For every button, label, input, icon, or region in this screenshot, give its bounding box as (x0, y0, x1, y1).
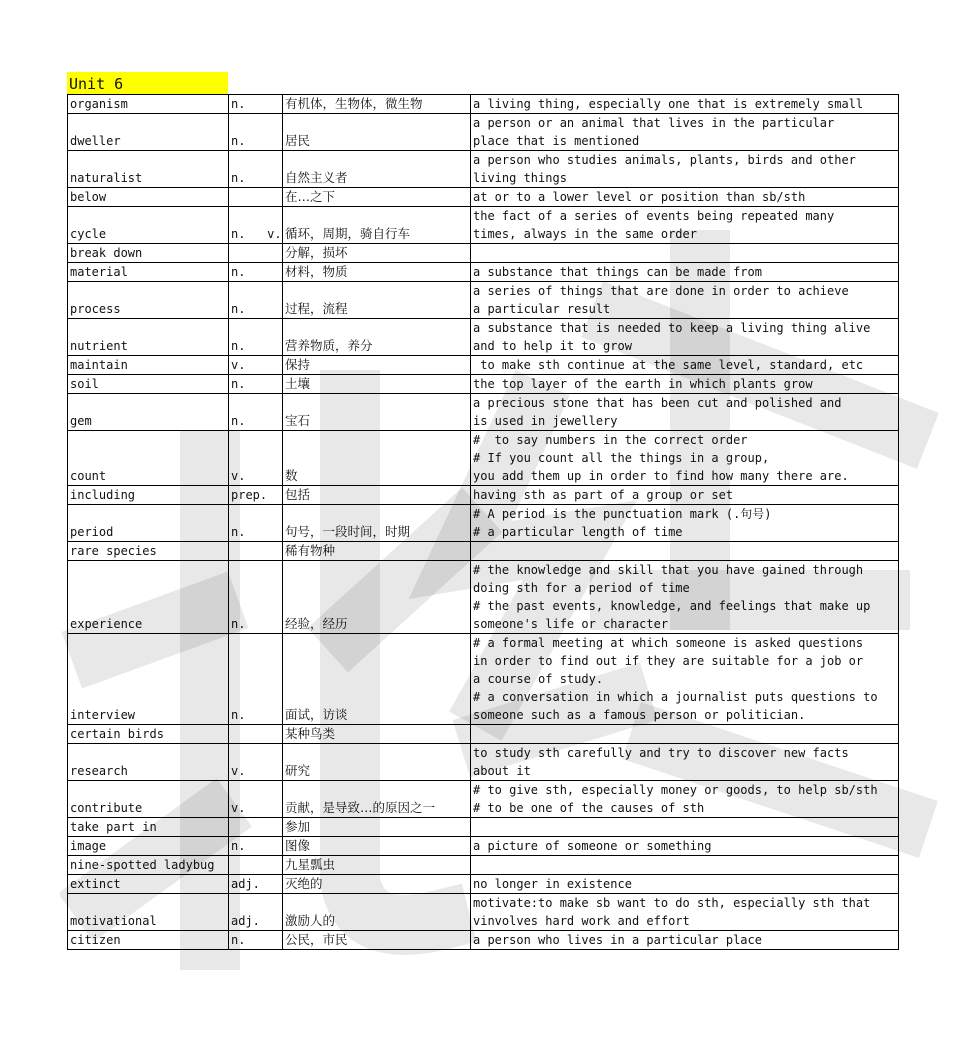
definition-cell: the fact of a series of events being repeated many times, always in the same order (471, 207, 899, 244)
word-cell: material (68, 263, 229, 282)
part-of-speech-cell (229, 542, 283, 561)
part-of-speech-cell: n. (229, 394, 283, 431)
word-cell: image (68, 837, 229, 856)
definition-cell (471, 542, 899, 561)
definition-cell: # to give sth, especially money or goods, to help sb/sth # to be one of the causes of sth (471, 781, 899, 818)
word-cell: naturalist (68, 151, 229, 188)
chinese-meaning-cell: 保持 (283, 356, 471, 375)
vocabulary-table-body (68, 95, 899, 950)
table-row (68, 781, 899, 818)
definition-cell: a person who lives in a particular place (471, 931, 899, 950)
table-row (68, 505, 899, 542)
table-row (68, 634, 899, 725)
table-row (68, 542, 899, 561)
word-cell: certain birds (68, 725, 229, 744)
definition-cell (471, 856, 899, 875)
part-of-speech-cell: v. (229, 431, 283, 486)
part-of-speech-cell: n. (229, 837, 283, 856)
part-of-speech-cell: v. (229, 744, 283, 781)
word-cell: count (68, 431, 229, 486)
definition-cell: the top layer of the earth in which plants grow (471, 375, 899, 394)
part-of-speech-cell: adj. (229, 875, 283, 894)
table-row (68, 394, 899, 431)
table-row (68, 875, 899, 894)
word-cell: including (68, 486, 229, 505)
word-cell: rare species (68, 542, 229, 561)
word-cell: process (68, 282, 229, 319)
word-cell: experience (68, 561, 229, 634)
definition-cell: # a formal meeting at which someone is asked questions in order to find out if they are suitable for a job or a course of study. # a conversation in which a journalist puts questions to someone such as a famous person or politician. (471, 634, 899, 725)
unit-title: Unit 6 (67, 72, 228, 94)
part-of-speech-cell: n. (229, 151, 283, 188)
definition-cell: a living thing, especially one that is extremely small (471, 95, 899, 114)
word-cell: nutrient (68, 319, 229, 356)
word-cell: period (68, 505, 229, 542)
chinese-meaning-cell: 稀有物种 (283, 542, 471, 561)
chinese-meaning-cell: 数 (283, 431, 471, 486)
part-of-speech-cell: n. (229, 319, 283, 356)
chinese-meaning-cell: 公民，市民 (283, 931, 471, 950)
definition-cell: a picture of someone or something (471, 837, 899, 856)
chinese-meaning-cell: 句号，一段时间，时期 (283, 505, 471, 542)
chinese-meaning-cell: 居民 (283, 114, 471, 151)
table-row (68, 725, 899, 744)
table-row (68, 856, 899, 875)
table-row (68, 431, 899, 486)
definition-cell: to study sth carefully and try to discover new facts about it (471, 744, 899, 781)
table-row (68, 95, 899, 114)
table-row (68, 375, 899, 394)
chinese-meaning-cell: 经验，经历 (283, 561, 471, 634)
word-cell: interview (68, 634, 229, 725)
part-of-speech-cell: n. v. (229, 207, 283, 244)
part-of-speech-cell: n. (229, 375, 283, 394)
part-of-speech-cell (229, 818, 283, 837)
definition-cell: to make sth continue at the same level, standard, etc (471, 356, 899, 375)
word-cell: gem (68, 394, 229, 431)
part-of-speech-cell: n. (229, 931, 283, 950)
word-cell: below (68, 188, 229, 207)
part-of-speech-cell (229, 725, 283, 744)
table-row (68, 356, 899, 375)
part-of-speech-cell: adj. (229, 894, 283, 931)
table-row (68, 151, 899, 188)
table-row (68, 207, 899, 244)
part-of-speech-cell (229, 856, 283, 875)
chinese-meaning-cell: 某种鸟类 (283, 725, 471, 744)
vocabulary-sheet (67, 72, 898, 950)
chinese-meaning-cell: 分解，损坏 (283, 244, 471, 263)
definition-cell: having sth as part of a group or set (471, 486, 899, 505)
chinese-meaning-cell: 图像 (283, 837, 471, 856)
chinese-meaning-cell: 面试，访谈 (283, 634, 471, 725)
part-of-speech-cell: n. (229, 114, 283, 151)
table-row (68, 837, 899, 856)
word-cell: dweller (68, 114, 229, 151)
chinese-meaning-cell: 研究 (283, 744, 471, 781)
definition-cell (471, 725, 899, 744)
part-of-speech-cell: n. (229, 95, 283, 114)
chinese-meaning-cell: 激励人的 (283, 894, 471, 931)
chinese-meaning-cell: 贡献，是导致…的原因之一 (283, 781, 471, 818)
definition-cell: at or to a lower level or position than sb/sth (471, 188, 899, 207)
definition-cell: a series of things that are done in order to achieve a particular result (471, 282, 899, 319)
part-of-speech-cell: prep. (229, 486, 283, 505)
word-cell: motivational (68, 894, 229, 931)
definition-cell: # the knowledge and skill that you have gained through doing sth for a period of time # the past events, knowledge, and feelings that make up someone's life or character (471, 561, 899, 634)
word-cell: citizen (68, 931, 229, 950)
chinese-meaning-cell: 在…之下 (283, 188, 471, 207)
word-cell: soil (68, 375, 229, 394)
word-cell: contribute (68, 781, 229, 818)
word-cell: maintain (68, 356, 229, 375)
chinese-meaning-cell: 有机体，生物体，微生物 (283, 95, 471, 114)
chinese-meaning-cell: 宝石 (283, 394, 471, 431)
definition-cell: a precious stone that has been cut and polished and is used in jewellery (471, 394, 899, 431)
word-cell: cycle (68, 207, 229, 244)
part-of-speech-cell: n. (229, 634, 283, 725)
word-cell: break down (68, 244, 229, 263)
table-row (68, 818, 899, 837)
table-row (68, 319, 899, 356)
chinese-meaning-cell: 过程，流程 (283, 282, 471, 319)
part-of-speech-cell: n. (229, 263, 283, 282)
table-row (68, 744, 899, 781)
table-row (68, 561, 899, 634)
part-of-speech-cell: n. (229, 282, 283, 319)
definition-cell: motivate:to make sb want to do sth, especially sth that vinvolves hard work and effort (471, 894, 899, 931)
table-row (68, 114, 899, 151)
definition-cell: # A period is the punctuation mark (.句号) # a particular length of time (471, 505, 899, 542)
definition-cell: a person or an animal that lives in the particular place that is mentioned (471, 114, 899, 151)
table-row (68, 894, 899, 931)
table-row (68, 244, 899, 263)
vocabulary-table (67, 94, 899, 950)
table-row (68, 282, 899, 319)
chinese-meaning-cell: 循环，周期，骑自行车 (283, 207, 471, 244)
chinese-meaning-cell: 参加 (283, 818, 471, 837)
word-cell: nine-spotted ladybug (68, 856, 229, 875)
word-cell: take part in (68, 818, 229, 837)
chinese-meaning-cell: 灭绝的 (283, 875, 471, 894)
chinese-meaning-cell: 土壤 (283, 375, 471, 394)
definition-cell: a substance that is needed to keep a living thing alive and to help it to grow (471, 319, 899, 356)
word-cell: extinct (68, 875, 229, 894)
definition-cell: a person who studies animals, plants, birds and other living things (471, 151, 899, 188)
part-of-speech-cell: n. (229, 505, 283, 542)
definition-cell: # to say numbers in the correct order # If you count all the things in a group, you add them up in order to find how many there are. (471, 431, 899, 486)
chinese-meaning-cell: 九星瓢虫 (283, 856, 471, 875)
definition-cell: a substance that things can be made from (471, 263, 899, 282)
part-of-speech-cell (229, 244, 283, 263)
word-cell: organism (68, 95, 229, 114)
chinese-meaning-cell: 营养物质，养分 (283, 319, 471, 356)
definition-cell (471, 818, 899, 837)
chinese-meaning-cell: 包括 (283, 486, 471, 505)
part-of-speech-cell: v. (229, 781, 283, 818)
table-row (68, 931, 899, 950)
part-of-speech-cell (229, 188, 283, 207)
definition-cell (471, 244, 899, 263)
chinese-meaning-cell: 材料，物质 (283, 263, 471, 282)
part-of-speech-cell: v. (229, 356, 283, 375)
table-row (68, 486, 899, 505)
definition-cell: no longer in existence (471, 875, 899, 894)
chinese-meaning-cell: 自然主义者 (283, 151, 471, 188)
table-row (68, 188, 899, 207)
table-row (68, 263, 899, 282)
word-cell: research (68, 744, 229, 781)
part-of-speech-cell: n. (229, 561, 283, 634)
